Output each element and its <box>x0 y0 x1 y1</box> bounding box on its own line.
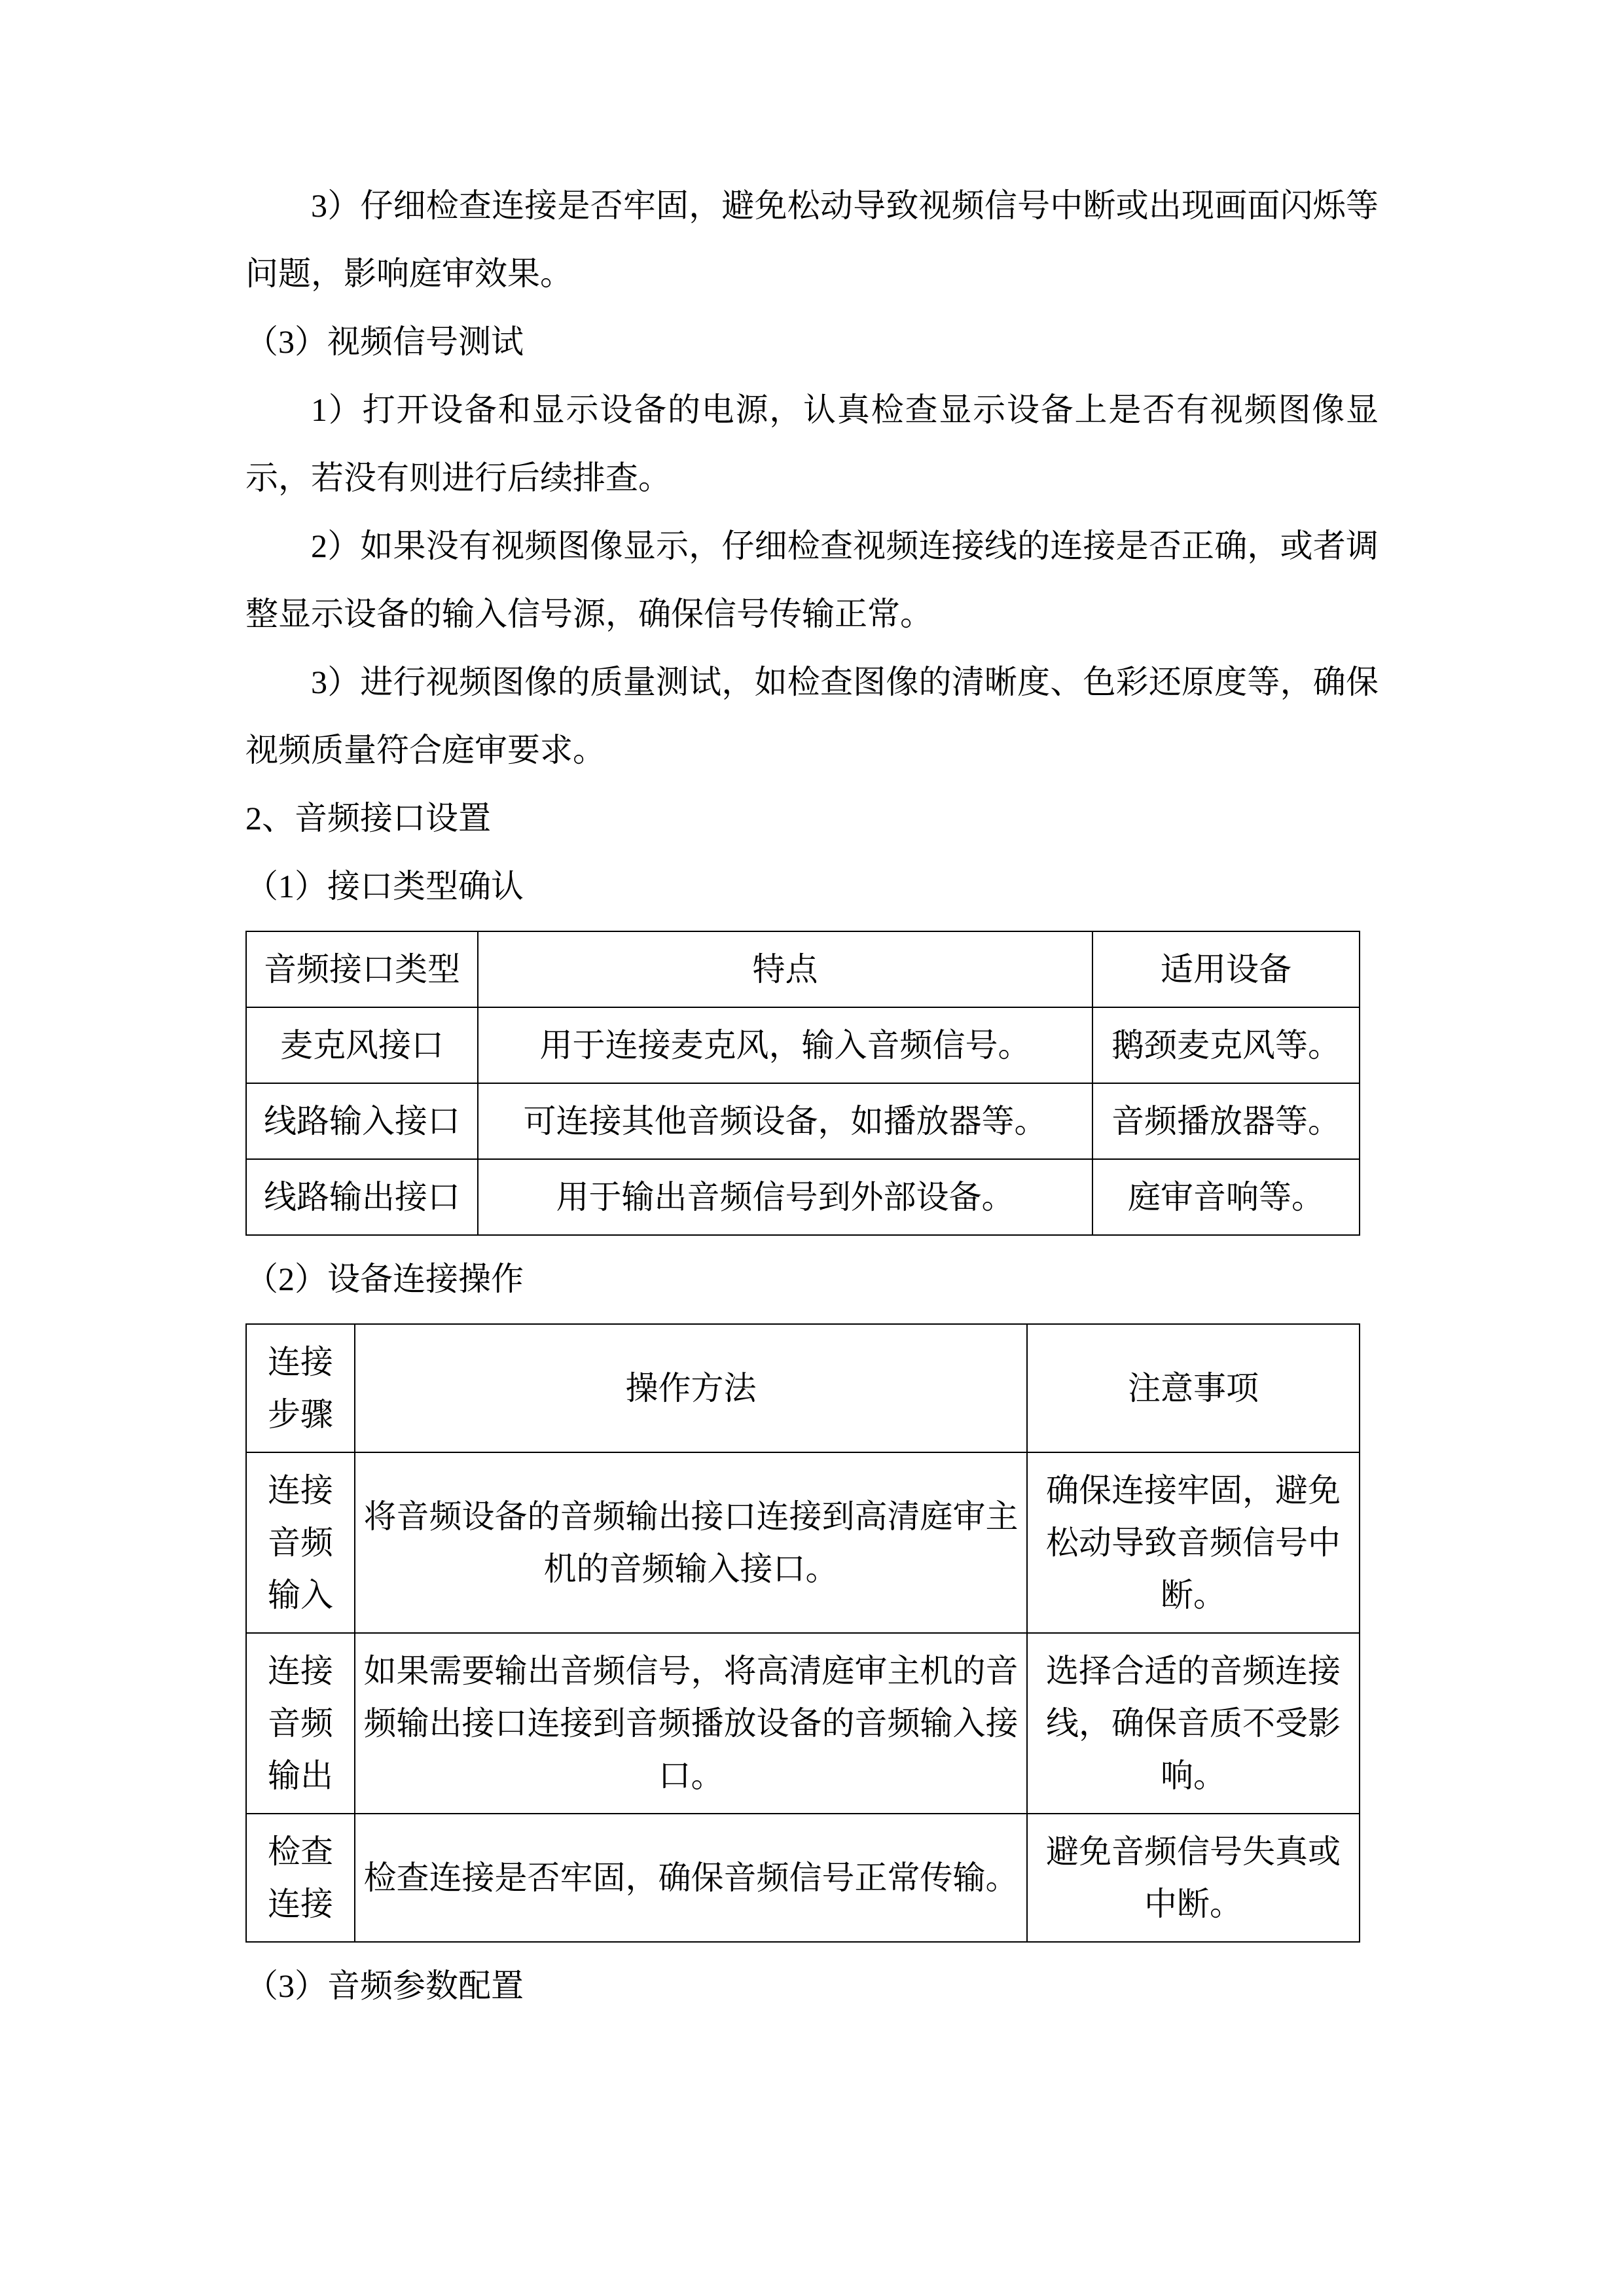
table-row <box>246 1633 1360 1814</box>
table-cell: 如果需要输出音频信号，将高清庭审主机的音频输出接口连接到音频播放设备的音频输入接口。 <box>355 1633 1027 1814</box>
table-cell: 用于连接麦克风，输入音频信号。 <box>478 1007 1092 1083</box>
table-row <box>246 1007 1360 1083</box>
table-header-cell: 适用设备 <box>1092 931 1360 1007</box>
table-cell: 将音频设备的音频输出接口连接到高清庭审主机的音频输入接口。 <box>355 1452 1027 1633</box>
table-cell: 检查连接是否牢固，确保音频信号正常传输。 <box>355 1814 1027 1942</box>
table-cell: 鹅颈麦克风等。 <box>1092 1007 1360 1083</box>
table-cell: 线路输入接口 <box>246 1083 478 1159</box>
table-cell: 避免音频信号失真或中断。 <box>1027 1814 1360 1942</box>
connection-steps-table <box>245 1323 1360 1943</box>
table-header-cell: 特点 <box>478 931 1092 1007</box>
interface-type-table-header-row <box>246 931 1360 1007</box>
table-cell: 麦克风接口 <box>246 1007 478 1083</box>
table-row <box>246 1083 1360 1159</box>
heading-device-connection: （2）设备连接操作 <box>245 1261 524 1297</box>
paragraph-power-on: 1）打开设备和显示设备的电源，认真检查显示设备上是否有视频图像显示，若没有则进行后续排查。 <box>245 391 1379 496</box>
table-row <box>246 1452 1360 1633</box>
paragraph-quality-test: 3）进行视频图像的质量测试，如检查图像的清晰度、色彩还原度等，确保视频质量符合庭审要求。 <box>245 664 1379 768</box>
heading-audio-interface-setup: 2、音频接口设置 <box>245 800 491 836</box>
table-header-cell: 音频接口类型 <box>246 931 478 1007</box>
table-cell: 检查连接 <box>246 1814 355 1942</box>
table-cell: 庭审音响等。 <box>1092 1159 1360 1235</box>
connection-steps-table-header-row <box>246 1324 1360 1452</box>
table-cell: 可连接其他音频设备，如播放器等。 <box>478 1083 1092 1159</box>
table-cell: 用于输出音频信号到外部设备。 <box>478 1159 1092 1235</box>
table-cell: 选择合适的音频连接线，确保音质不受影响。 <box>1027 1633 1360 1814</box>
interface-type-table <box>245 931 1360 1236</box>
table-row <box>246 1159 1360 1235</box>
table-cell: 连接音频输入 <box>246 1452 355 1633</box>
heading-interface-type-confirm: （1）接口类型确认 <box>245 868 524 905</box>
heading-audio-params: （3）音频参数配置 <box>245 1967 524 2004</box>
table-header-cell: 注意事项 <box>1027 1324 1360 1452</box>
table-cell: 连接音频输出 <box>246 1633 355 1814</box>
table-row <box>246 1814 1360 1942</box>
table-cell: 确保连接牢固，避免松动导致音频信号中断。 <box>1027 1452 1360 1633</box>
table-header-cell: 连接步骤 <box>246 1324 355 1452</box>
table-cell: 线路输出接口 <box>246 1159 478 1235</box>
paragraph-no-video: 2）如果没有视频图像显示，仔细检查视频连接线的连接是否正确，或者调整显示设备的输入信号源，确保信号传输正常。 <box>245 528 1379 632</box>
paragraph-check-connection: 3）仔细检查连接是否牢固，避免松动导致视频信号中断或出现画面闪烁等问题，影响庭审效果。 <box>245 187 1379 292</box>
table-header-cell: 操作方法 <box>355 1324 1027 1452</box>
heading-video-signal-test: （3）视频信号测试 <box>245 323 524 360</box>
table-cell: 音频播放器等。 <box>1092 1083 1360 1159</box>
